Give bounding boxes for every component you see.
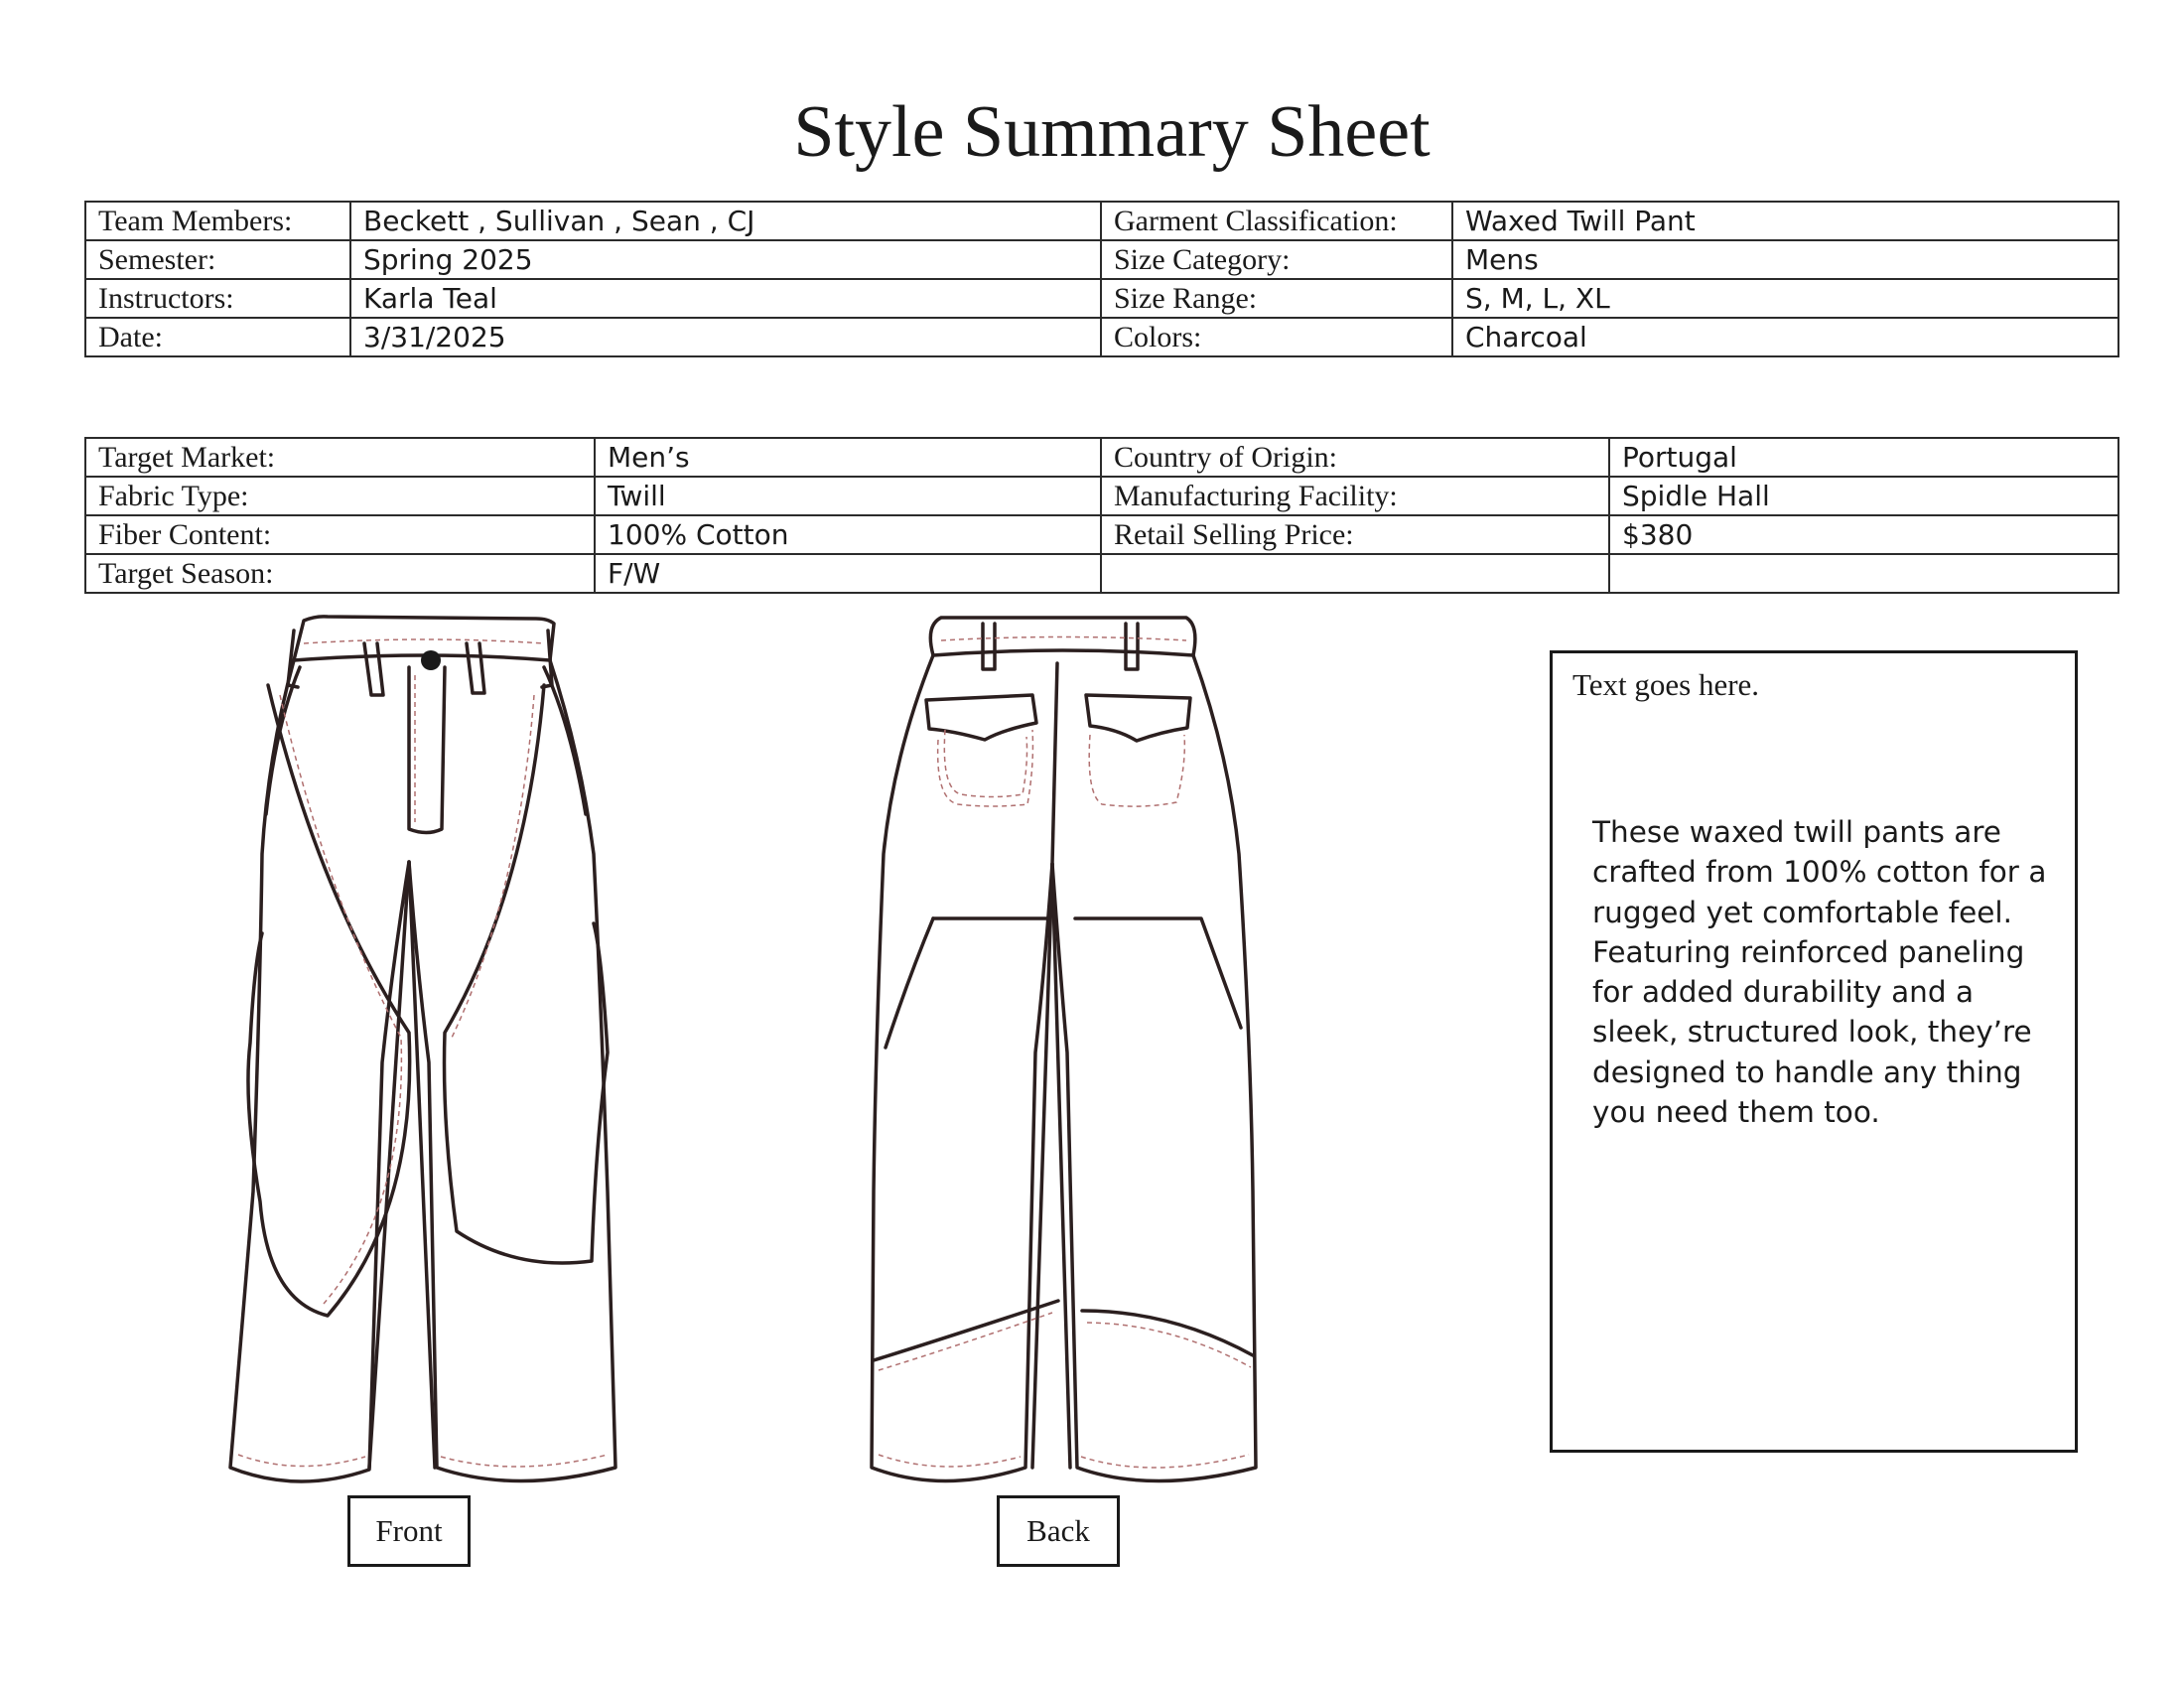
description-body: These waxed twill pants are crafted from 100% cotton for a rugged yet comfortable feel. Featuring reinforced paneling for added durability and a sleek, structured look, they’re designed to handle any thing you need them too. bbox=[1592, 815, 2047, 1130]
retail-selling-price-value: $380 bbox=[1609, 515, 2118, 554]
country-of-origin-label: Country of Origin: bbox=[1101, 438, 1609, 477]
table-row bbox=[85, 318, 2118, 356]
back-label: Back bbox=[997, 1495, 1120, 1567]
fiber-content-label: Fiber Content: bbox=[85, 515, 595, 554]
target-market-value: Men’s bbox=[595, 438, 1101, 477]
team-members-label: Team Members: bbox=[85, 202, 350, 240]
retail-selling-price-label: Retail Selling Price: bbox=[1101, 515, 1609, 554]
manufacturing-facility-label: Manufacturing Facility: bbox=[1101, 477, 1609, 515]
size-category-label: Size Category: bbox=[1101, 240, 1452, 279]
table-row bbox=[85, 202, 2118, 240]
team-members-value: Beckett , Sullivan , Sean , CJ bbox=[350, 202, 1101, 240]
table-row bbox=[85, 438, 2118, 477]
semester-label: Semester: bbox=[85, 240, 350, 279]
info-table bbox=[84, 201, 2119, 357]
table-row bbox=[85, 515, 2118, 554]
manufacturing-facility-value: Spidle Hall bbox=[1609, 477, 2118, 515]
colors-label: Colors: bbox=[1101, 318, 1452, 356]
country-of-origin-value: Portugal bbox=[1609, 438, 2118, 477]
size-category-value: Mens bbox=[1452, 240, 2118, 279]
garment-classification-value: Waxed Twill Pant bbox=[1452, 202, 2118, 240]
colors-value: Charcoal bbox=[1452, 318, 2118, 356]
size-range-value: S, M, L, XL bbox=[1452, 279, 2118, 318]
product-table bbox=[84, 437, 2119, 594]
semester-value: Spring 2025 bbox=[350, 240, 1101, 279]
target-season-label: Target Season: bbox=[85, 554, 595, 593]
target-market-label: Target Market: bbox=[85, 438, 595, 477]
back-pants-sketch bbox=[854, 611, 1271, 1496]
instructors-value: Karla Teal bbox=[350, 279, 1101, 318]
garment-classification-label: Garment Classification: bbox=[1101, 202, 1452, 240]
page-title: Style Summary Sheet bbox=[793, 91, 1431, 173]
table-row bbox=[85, 554, 2118, 593]
date-value: 3/31/2025 bbox=[350, 318, 1101, 356]
front-pants-sketch bbox=[218, 611, 625, 1496]
description-placeholder: Text goes here. bbox=[1572, 667, 1760, 702]
date-label: Date: bbox=[85, 318, 350, 356]
empty-value-cell bbox=[1609, 554, 2118, 593]
target-season-value: F/W bbox=[595, 554, 1101, 593]
size-range-label: Size Range: bbox=[1101, 279, 1452, 318]
instructors-label: Instructors: bbox=[85, 279, 350, 318]
fiber-content-value: 100% Cotton bbox=[595, 515, 1101, 554]
fabric-type-label: Fabric Type: bbox=[85, 477, 595, 515]
table-row bbox=[85, 477, 2118, 515]
front-label: Front bbox=[347, 1495, 471, 1567]
table-row bbox=[85, 279, 2118, 318]
description-box bbox=[1550, 650, 2078, 1453]
empty-label-cell bbox=[1101, 554, 1609, 593]
table-row bbox=[85, 240, 2118, 279]
button-icon bbox=[421, 650, 441, 670]
fabric-type-value: Twill bbox=[595, 477, 1101, 515]
